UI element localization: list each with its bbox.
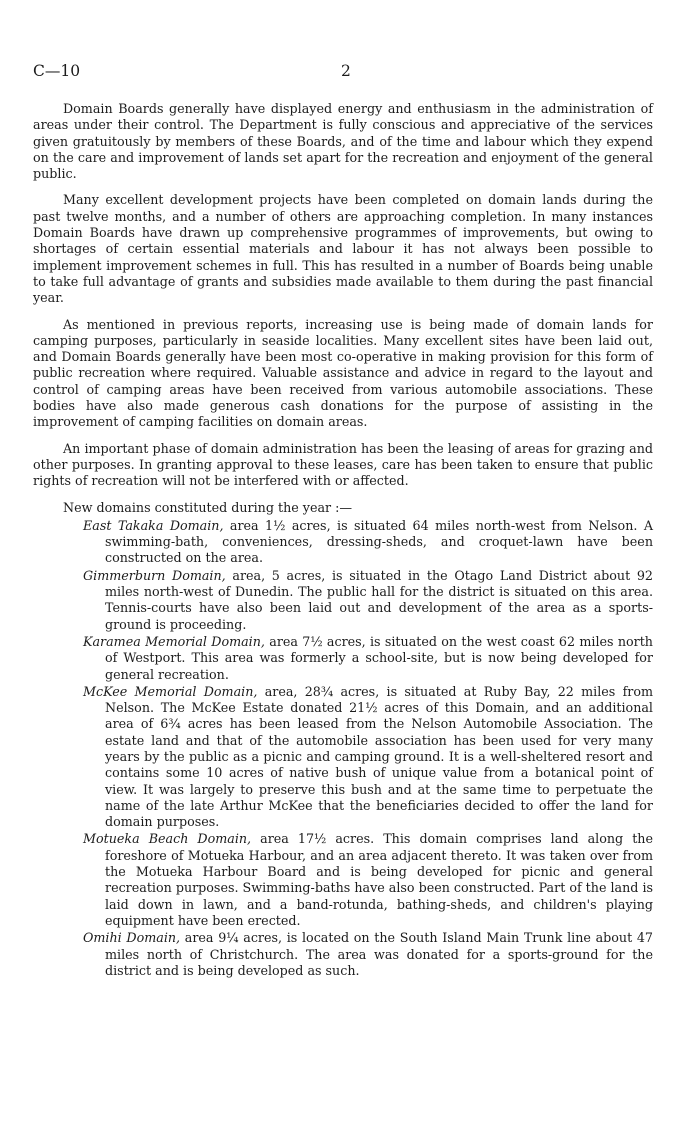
- paragraph-domain-boards: Domain Boards generally have displayed energy and enthusiasm in the administration of areas under their control. The Department is fully conscious and appreciative of the services given gratuitously by members of these Boards, and of the time and labour which they expend on the care and improvement of lands set apart for the recreation and enjoyment of the general public.: [33, 101, 653, 182]
- page-header: [33, 62, 667, 84]
- domain-entry-gimmerburn: [33, 568, 653, 633]
- domain-name: Gimmerburn Domain,: [83, 567, 226, 583]
- paragraph-camping: As mentioned in previous reports, increasing use is being made of domain lands for camping purposes, particularly in seaside localities. Many excellent sites have been laid out, and Domain Boards generally have been most co-operative in making provision for this form of public recreation where required. Valuable assistance and advice in regard to the layout and control of camping areas have been received from various automobile associations. These bodies have also made generous cash donations for the purpose of assisting in the improvement of camping facilities on domain areas.: [33, 316, 653, 430]
- body-text: [33, 101, 653, 980]
- page-number: 2: [341, 62, 351, 80]
- domain-entry-east-takaka: [33, 518, 653, 567]
- document-reference: C—10: [33, 62, 81, 80]
- domain-description: area 1½ acres, is situated 64 miles north-west from Nelson. A swimming-bath, conveniences, dressing-sheds, and croquet-lawn have been constructed on the area.: [105, 517, 653, 566]
- domain-description: area, 28¾ acres, is situated at Ruby Bay, 22 miles from Nelson. The McKee Estate donated 21½ acres of this Domain, and an additional area of 6¾ acres has been leased from the Nelson Automobile Association. The estate land and that of the automobile association has been used for very many years by the public as a picnic and camping ground. It is a well-sheltered resort and contains some 10 acres of native bush of unique value from a botanical point of view. It was largely to preserve this bush and at the same time to perpetuate the name of the late Arthur McKee that the beneficiaries decided to offer the land for domain purposes.: [105, 683, 654, 830]
- domain-description: area 9¼ acres, is located on the South Island Main Trunk line about 47 miles north of Christchurch. The area was donated for a sports-ground for the district and is being developed as such.: [105, 930, 654, 978]
- domain-entry-karamea-memorial: [33, 634, 653, 683]
- domain-name: McKee Memorial Domain,: [83, 683, 258, 699]
- domain-description: area 7½ acres, is situated on the west coast 62 miles north of Westport. This area was formerly a school-site, but is now being developed for general recreation.: [105, 633, 653, 682]
- new-domains-list: [33, 518, 653, 979]
- paragraph-development-projects: Many excellent development projects have been completed on domain lands during the past twelve months, and a number of others are approaching completion. In many instances Domain Boards have drawn up comprehensive programmes of improvements, but owing to shortages of certain essential materials and labour it has not always been possible to implement improvement schemes in full. This has resulted in a number of Boards being unable to take full advantage of grants and subsidies made available to them during the past financial year.: [33, 192, 653, 306]
- domain-name: Motueka Beach Domain,: [83, 831, 252, 847]
- domain-entry-omihi: [33, 930, 653, 979]
- domain-name: Omihi Domain,: [83, 930, 181, 946]
- paragraph-leasing: An important phase of domain administration has been the leasing of areas for grazing and other purposes. In granting approval to these leases, care has been taken to ensure that public rights of recreation will not be interfered with or affected.: [33, 440, 653, 489]
- domain-entry-mckee-memorial: [33, 684, 653, 831]
- domain-name: East Takaka Domain,: [83, 517, 224, 533]
- domain-entry-motueka-beach: [33, 831, 653, 929]
- domain-name: Karamea Memorial Domain,: [83, 633, 265, 649]
- new-domains-intro: New domains constituted during the year :—: [63, 499, 353, 515]
- domain-description: area, 5 acres, is situated in the Otago Land District about 92 miles north-west of Dunedin. The public hall for the district is situated on this area. Tennis-courts have also been laid out and development of the area as a sports-ground is proceeding.: [105, 567, 653, 632]
- domain-description: area 17½ acres. This domain comprises land along the foreshore of Motueka Harbour, and an area adjacent thereto. It was taken over from the Motueka Harbour Board and is being developed for picnic and general recreation purposes. Swimming-baths have also been constructed. Part of the land is laid down in lawn, and a band-rotunda, bathing-sheds, and children's playing equipment have been erected.: [105, 831, 654, 928]
